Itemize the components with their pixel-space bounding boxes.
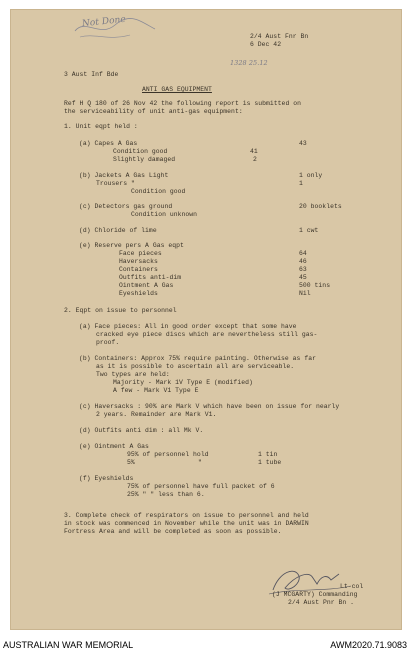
item-1e-row-2-val: 46	[299, 258, 307, 265]
item-1e-row-5: Ointment A Gas	[119, 282, 174, 289]
signature-unit: 2/4 Aust Pnr Bn .	[288, 599, 355, 606]
item-1e-row-1: Face pieces	[119, 250, 162, 257]
signature-name: (J MCGARTY) Commanding	[272, 591, 358, 598]
scribble-mark	[70, 13, 160, 43]
item-1d-line-1: (d) Chloride of lime	[79, 227, 157, 234]
item-1e-row-3: Containers	[119, 266, 158, 273]
item-1e-row-2: Haversacks	[119, 258, 158, 265]
item-1b-line-1: (b) Jackets A Gas Light	[79, 172, 169, 179]
item-2e-line-3-ditto: "	[198, 459, 202, 466]
footer-bar	[0, 636, 411, 653]
section-3-line-2: in stock was commenced in November while the unit was in DARWIN	[64, 520, 309, 527]
item-2b-line-2: as it is possible to ascertain all are serviceable.	[96, 363, 295, 370]
item-1a-label: (a) Capes A Gas	[79, 140, 138, 147]
item-1b-line-2: Trousers "	[96, 180, 135, 187]
item-2e-line-2-val: 1 tin	[258, 451, 278, 458]
item-2e-line-2: 95% of personnel hold	[127, 451, 209, 458]
item-2e-line-1: (e) Ointment A Gas	[79, 443, 149, 450]
item-1a-total: 43	[299, 140, 307, 147]
received-stamp: 1328 25.12	[230, 59, 268, 67]
document-page	[10, 9, 402, 630]
section-1-heading: 1. Unit eqpt held :	[64, 123, 138, 130]
item-1a-row-1: Condition good	[113, 148, 168, 155]
item-2b-line-3: Two types are held:	[96, 371, 170, 378]
item-1a-row-2-val: 2	[253, 156, 257, 163]
item-1e-row-4: Outfits anti-dim	[119, 274, 182, 281]
item-2f-line-1: (f) Eyeshields	[79, 475, 134, 482]
item-2a-line-3: proof.	[96, 339, 120, 346]
pencil-scribble: Not Done	[81, 14, 127, 30]
document-title: ANTI GAS EQUIPMENT	[142, 86, 212, 93]
item-1d-val-1: 1 cwt	[299, 227, 319, 234]
item-1a-row-1-val: 41	[250, 148, 258, 155]
item-2e-line-3: 5%	[127, 459, 135, 466]
item-1e-line-1: (e) Reserve pers A Gas eqpt	[79, 242, 184, 249]
item-2b-line-5: A few - Mark V1 Type E	[113, 387, 199, 394]
item-1c-line-1: (c) Detectors gas ground	[79, 203, 173, 210]
item-2c-line-2: 2 years. Remainder are Mark V1.	[96, 411, 217, 418]
item-2c-line-1: (c) Haversacks : 90% are Mark V which have been on issue for nearly	[79, 403, 340, 410]
item-1e-row-6-val: Nil	[299, 290, 311, 297]
section-2-heading: 2. Eqpt on issue to personnel	[64, 307, 177, 314]
item-1b-val-1: 1 only	[299, 172, 323, 179]
item-1b-val-2: 1	[299, 180, 303, 187]
item-2e-line-3-val: 1 tube	[258, 459, 282, 466]
item-2b-line-1: (b) Containers: Approx 75% require painting. Otherwise as far	[79, 355, 316, 362]
footer-accession: AWM2020.71.9083	[330, 640, 407, 650]
item-2a-line-1: (a) Face pieces: All in good order except that some have	[79, 323, 297, 330]
item-2f-line-2: 75% of personnel have full packet of 6	[127, 483, 275, 490]
item-1e-row-6: Eyeshields	[119, 290, 158, 297]
item-2b-line-4: Majority - Mark 1V Type E (modified)	[113, 379, 253, 386]
item-1c-line-2: Condition unknown	[131, 211, 198, 218]
item-1b-line-3: Condition good	[131, 188, 186, 195]
item-1e-row-1-val: 64	[299, 250, 307, 257]
section-3-line-3: Fortress Area and will be completed as soon as possible.	[64, 528, 282, 535]
item-1c-val-1: 20 booklets	[299, 203, 342, 210]
item-1e-row-3-val: 63	[299, 266, 307, 273]
addressee: 3 Aust Inf Bde	[64, 71, 119, 78]
signature-rank: Lt-col	[340, 583, 364, 590]
item-2d-line: (d) Outfits anti dim : all Mk V.	[79, 427, 204, 434]
date-line: 6 Dec 42	[250, 41, 282, 48]
intro-line-2: the serviceability of unit anti-gas equipment:	[64, 108, 243, 115]
item-2a-line-2: cracked eye piece discs which are nevertheless still gas-	[96, 331, 318, 338]
unit-line: 2/4 Aust Fnr Bn	[250, 33, 309, 40]
intro-line-1: Ref H Q 180 of 26 Nov 42 the following report is submitted on	[64, 100, 301, 107]
item-1e-row-5-val: 500 tins	[299, 282, 331, 289]
item-1a-row-2: Slightly damaged	[113, 156, 176, 163]
section-3-line-1: 3. Complete check of respirators on issue to personnel and held	[64, 512, 309, 519]
item-2f-line-3: 25% " " less than 6.	[127, 491, 205, 498]
item-1e-row-4-val: 45	[299, 274, 307, 281]
footer-source: AUSTRALIAN WAR MEMORIAL	[3, 640, 134, 650]
